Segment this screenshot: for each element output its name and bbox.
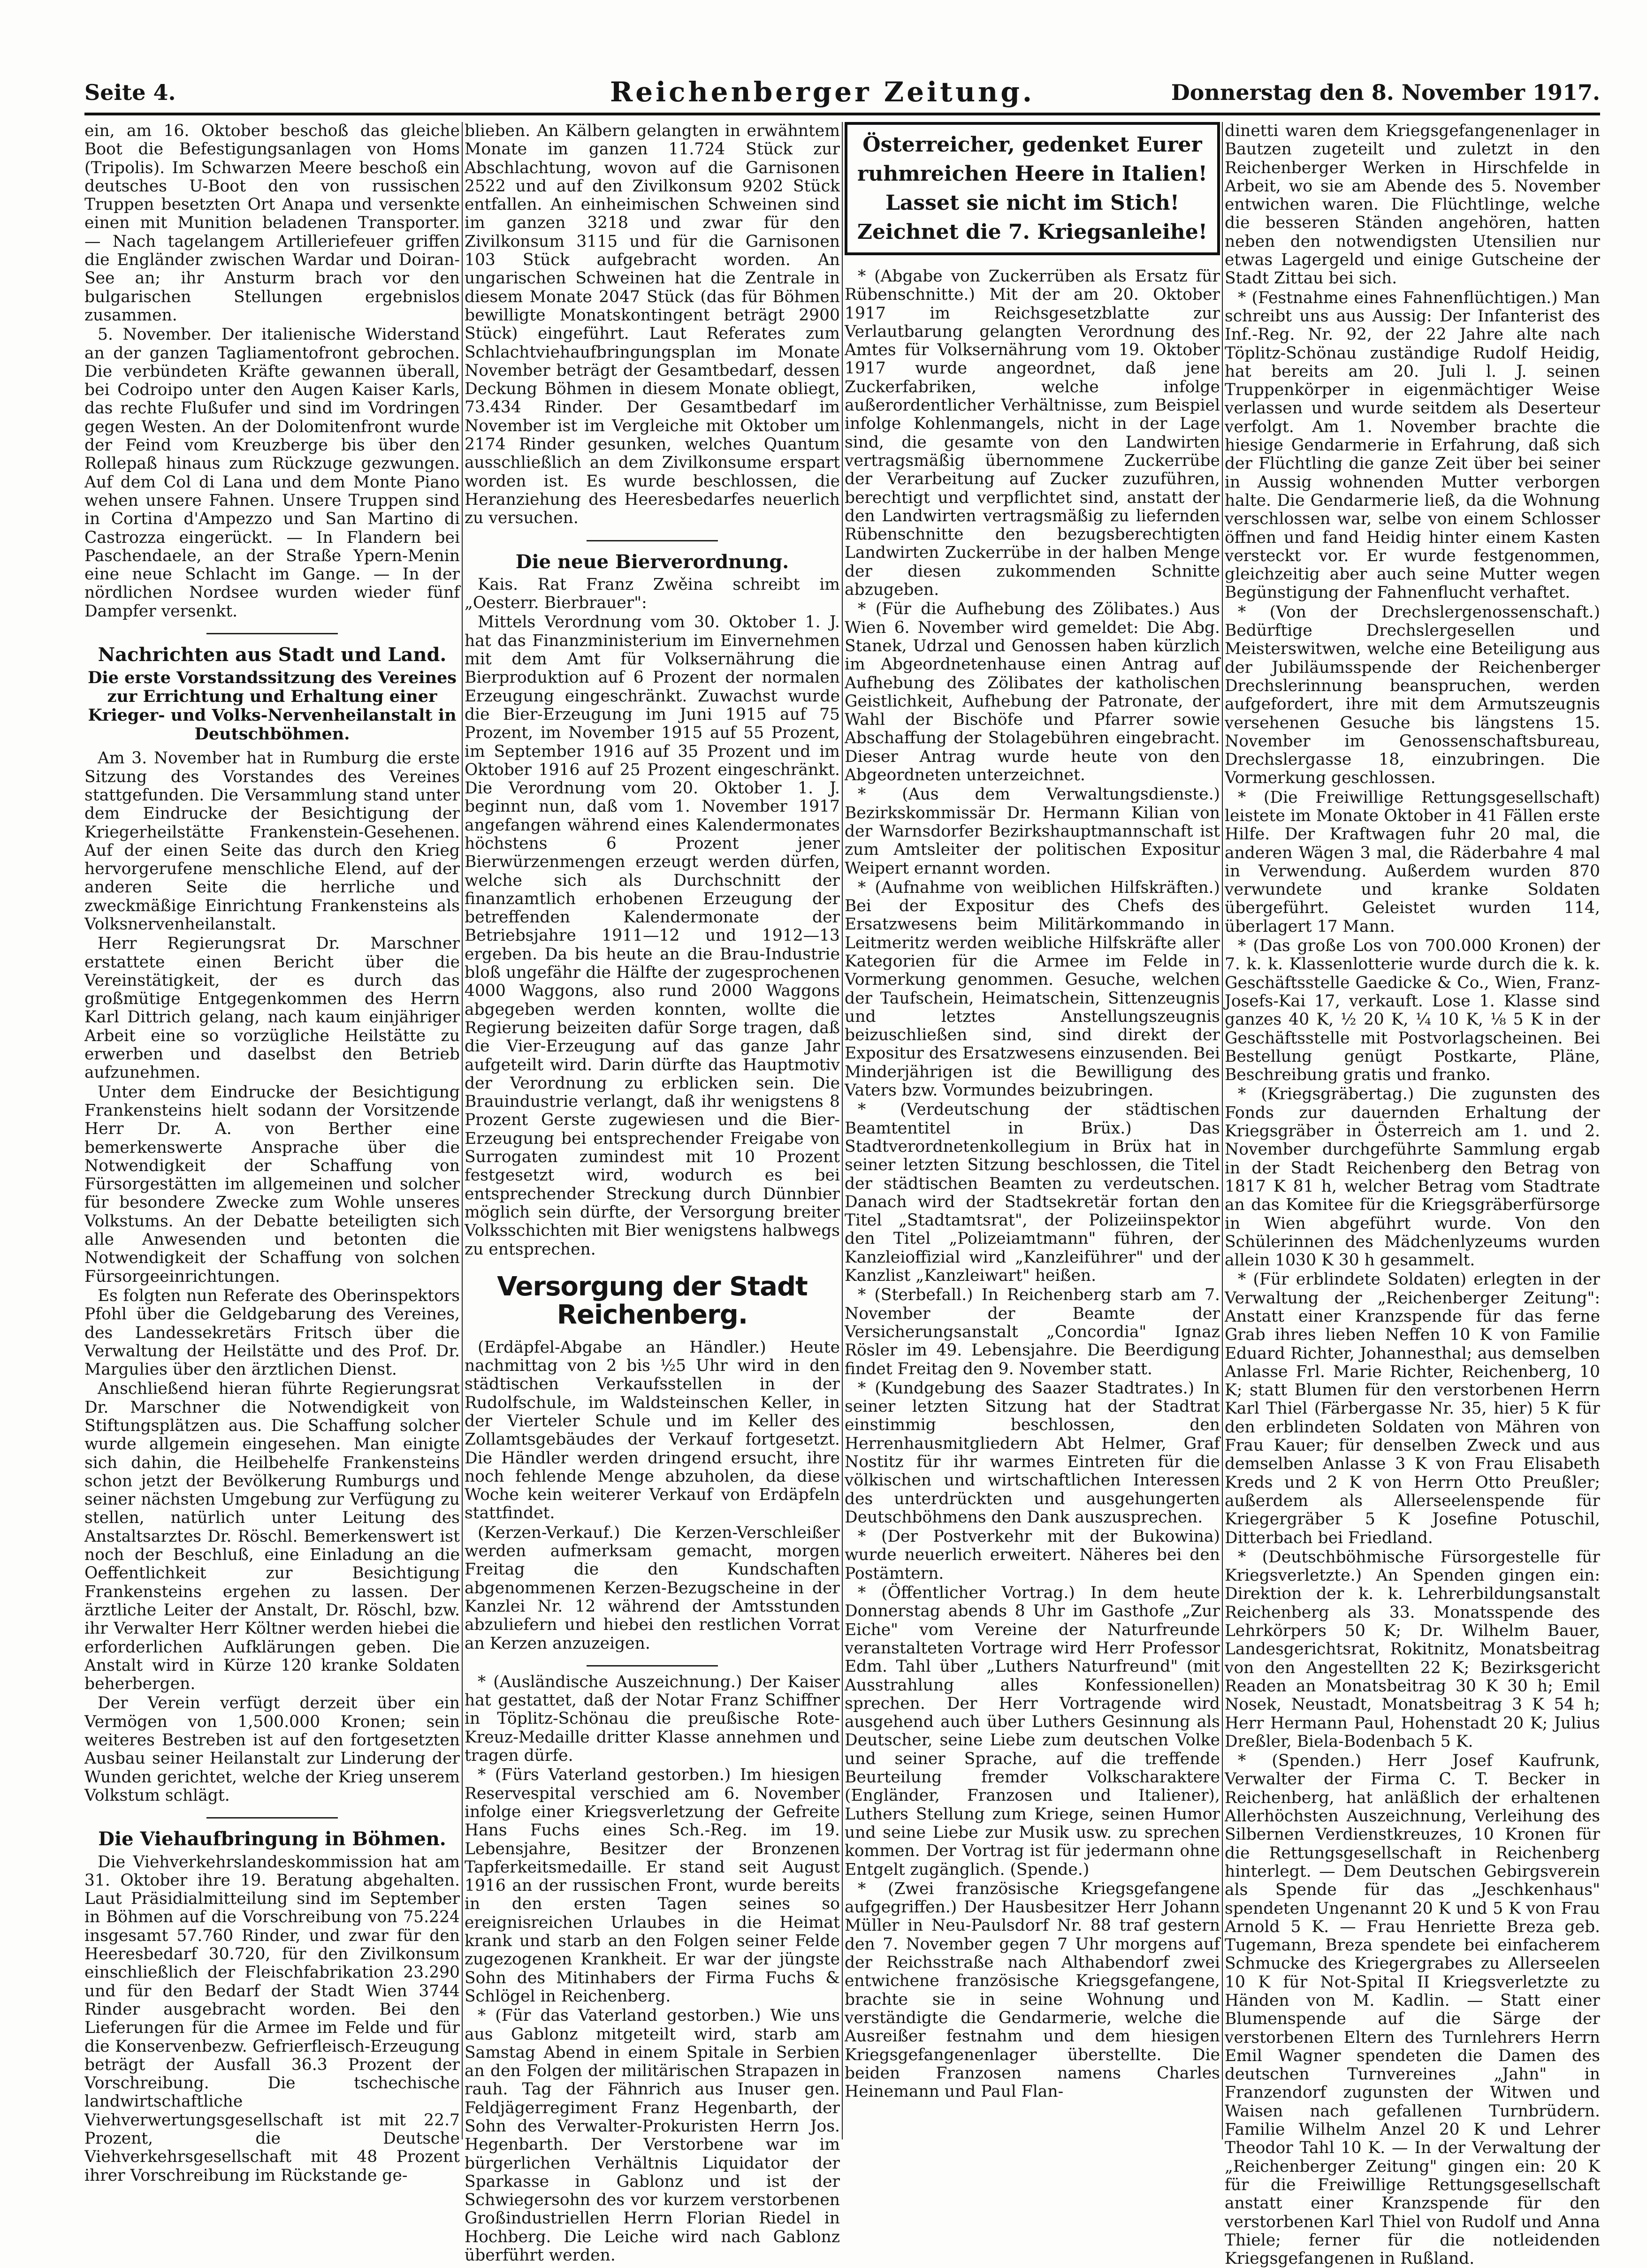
article-paragraph: Anschließend hieran führte Regierungsrat Dr. Marschner die Notwendigkeit von Stiftungsplätzen aus. Die Schaffung solcher wurde allgemein eingesehen. Man einigte sich dahin, die Heilbehelfe Frankensteins schon jetzt der Bevölkerung Rumburgs und seiner nächsten Umgebung zur Verfügung zu stellen, natürlich unter Leitung des Anstaltsarztes Dr. Röschl. Bemerkenswert ist noch der Beschluß, eine Einladung an die Oeffentlichkeit zur Besichtigung Frankensteins ergehen zu lassen. Der ärztliche Leiter der Anstalt, Dr. Röschl, bzw. ihr Verwalter Herr Költner werden hiebei die erforderlichen Aufklärungen geben. Die Anstalt wird in Kürze 120 kranke Soldaten beherbergen. [84,1379,460,1694]
article-paragraph: Am 3. November hat in Rumburg die erste Sitzung des Vorstandes des Vereines stattgefunden. Die Versammlung stand unter dem Eindrucke der Besichtigung der Kriegerheilstätte Frankenstein-Gesehenen. Auf der einen Seite das durch den Krieg hervorgerufene menschliche Elend, auf der anderen Seite die herrliche und zweckmäßige Einrichtung Frankensteins als Volksnervenheilanstalt. [84,749,460,934]
article-heading: Die Viehaufbringung in Böhmen. [98,1828,446,1850]
page-header [84,70,1600,115]
article-paragraph: * (Für die Aufhebung des Zölibates.) Aus Wien 6. November wird gemeldet: Die Abg. Stanek, Udrzal und Genossen haben kürzlich im Abgeordnetenhause einen Antrag auf Aufhebung des Zölibates der katholischen Geistlichkeit, Aufhebung der Patronate, der Wahl der Bischöfe und Pfarrer sowie Abschaffung der Stolagebühren eingebracht. Dieser Antrag wurde heute von den Abgeordneten unterzeichnet. [845,600,1220,785]
article-paragraph: Herr Regierungsrat Dr. Marschner erstattete einen Bericht über die Vereinstätigkeit, der es durch das großmütige Entgegenkommen des Herrn Karl Dittrich gelang, nach kaum einjähriger Arbeit eine so vorzügliche Heilstätte zu erwerben und daselbst den Betrieb aufzunehmen. [84,934,460,1082]
article-paragraph: * (Festnahme eines Fahnenflüchtigen.) Man schreibt uns aus Aussig: Der Infanterist des Inf.-Reg. Nr. 92, der 22 Jahre alte nach Töplitz-Schönau zuständige Rudolf Heidig, hat bereits am 20. Juli l. J. seinen Truppenkörper in eigenmächtiger Weise verlassen und wurde seitdem als Deserteur verfolgt. Am 1. November brachte die hiesige Gendarmerie in Erfahrung, daß sich der Flüchtling die ganze Zeit über bei seiner in Aussig wohnenden Mutter verborgen halte. Die Gendarmerie ließ, da die Wohnung verschlossen war, selbe von einem Schlosser öffnen und fand Heidig hinter einem Kasten versteckt vor. Er wurde festgenommen, gleichzeitig aber auch seine Mutter wegen Begünstigung der Fahnenflucht verhaftet. [1225,288,1600,602]
divider [206,1817,338,1819]
article-paragraph: Die Viehverkehrslandeskommission hat am 31. Oktober ihre 19. Beratung abgehalten. Laut Präsidialmitteilung sind im September in Böhmen auf die Vorschreibung von 75.224 insgesamt 57.760 Rinder, und zwar für den Heeresbedarf 30.720, für den Zivilkonsum einschließlich der Fleischfabrikation 23.290 und für den Bedarf der Stadt Wien 3744 Rinder ausgebracht worden. Bei den Lieferungen für die Armee im Felde und für die Konservenbezw. Gefrierfleisch-Erzeugung beträgt der Ausfall 36.3 Prozent der Vorschreibung. Die tschechische landwirtschaftliche Viehverwertungsgesellschaft ist mit 22.7 Prozent, die Deutsche Viehverkehrsgesellschaft mit 48 Prozent ihrer Vorschreibung im Rückstande ge- [84,1852,460,2185]
column-4 [1225,122,1600,2268]
article-paragraph: Mittels Verordnung vom 30. Oktober 1. J. hat das Finanzministerium im Einvernehmen mit dem Amt für Volksernährung die Bierproduktion auf 6 Prozent der normalen Erzeugung eingeschränkt. Zuwachst wurde die Bier-Erzeugung im Juni 1915 auf 75 Prozent, im November 1915 auf 55 Prozent, im September 1916 auf 35 Prozent und im Oktober 1916 auf 25 Prozent eingeschränkt. Die Verordnung vom 20. Oktober 1. J. beginnt nun, daß vom 1. November 1917 angefangen während eines Kalendermonates höchstens 6 Prozent jener Bierwürzenmengen erzeugt werden dürfen, welche sich als Durchschnitt der finanzamtlich erhobenen Erzeugung der betreffenden Kalendermonate der Betriebsjahre 1911—12 und 1912—13 ergeben. Da bis heute an die Brau-Industrie bloß ungefähr die Hälfte der zugesprochenen 4000 Waggons, also rund 2000 Waggons abgegeben werden konnten, wollte die Regierung beizeiten dafür Sorge tragen, daß die Vier-Erzeugung auf das ganze Jahr aufgeteilt wird. Darin dürfte das Hauptmotiv der Verordnung zu erblicken sein. Die Brauindustrie verlangt, daß ihr wenigstens 8 Prozent Gerste zugewiesen und die Bier-Erzeugung bei entsprechender Freigabe von Surrogaten zumindest mit 10 Prozent festgesetzt wird, wodurch es bei entsprechender Streckung durch Dünnbier möglich sein dürfte, der Versorgung breiter Volksschichten mit Bier wenigstens halbwegs zu entsprechen. [465,613,840,1259]
article-paragraph: Unter dem Eindrucke der Besichtigung Frankensteins hielt sodann der Vorsitzende Herr Dr. A. von Berther eine bemerkenswerte Ansprache über die Notwendigkeit der Schaffung von Fürsorgestätten im allgemeinen und solcher für besondere Zwecke zum Wohle unseres Volkstums. An der Debatte beteiligten sich alle Anwesenden und betonten die Notwendigkeit der Schaffung von solchen Fürsorgeeinrichtungen. [84,1082,460,1286]
article-paragraph: * (Abgabe von Zuckerrüben als Ersatz für Rübenschnitte.) Mit der am 20. Oktober 1917 im Reichsgesetzblatte zur Verlautbarung gelangten Verordnung des Amtes für Volksernährung vom 19. Oktober 1917 wurde angeordnet, daß jene Zuckerfabriken, welche infolge außerordentlicher Verhältnisse, zum Beispiel infolge Kohlenmangels, nicht in der Lage sind, die gesamte von den Landwirten vertragsmäßig übernommene Zuckerrübe der Verarbeitung auf Zucker zuzuführen, berechtigt und verpflichtet sind, anstatt der den Landwirten vertragsmäßig zu liefernden Rübenschnitte den bezugsberechtigten Landwirten Zuckerrübe in der halben Menge der diesen zukommenden Schnitte abzugeben. [845,267,1220,600]
article-paragraph: Kais. Rat Franz Zwěina schreibt im „Oesterr. Bierbrauer": [465,575,840,613]
appeal-line: Österreicher, gedenket Eurer ruhmreichen Heere in Italien! [857,133,1207,186]
article-paragraph: (Kerzen-Verkauf.) Die Kerzen-Verschleißer werden aufmerksam gemacht, morgen Freitag die den Kundschaften abgenommenen Kerzen-Bezugscheine in der Kanzlei Nr. 12 während der Amtsstunden abzuliefern und hiebei den restlichen Vorrat an Kerzen anzuzeigen. [465,1523,840,1653]
article-paragraph: * (Kundgebung des Saazer Stadtrates.) In seiner letzten Sitzung hat der Stadtrat einstimmig beschlossen, den Herrenhausmitgliedern Abt Helmer, Graf Nostitz für ihr warmes Eintreten für die völkischen und wirtschaftlichen Interessen des unterdrückten und ausgehungerten Deutschböhmens den Dank auszusprechen. [845,1378,1220,1527]
article-paragraph: * (Für das Vaterland gestorben.) Wie uns aus Gablonz mitgeteilt wird, starb am Samstag Abend in einem Spitale in Serbien an den Folgen der militärischen Strapazen in rauh. Tag der Fähnrich aus Inuser gen. Feldjägerregiment Franz Hegenbarth, der Sohn des Verwalter-Prokuristen Herrn Jos. Hegenbarth. Der Verstorbene war im bürgerlichen Verhältnis Liquidator der Sparkasse in Gablonz und ist der Schwiegersohn des vor kurzem verstorbenen Großindustriellen Herrn Florian Riedel in Hochberg. Die Leiche wird nach Gablonz überführt werden. [465,2006,840,2265]
article-paragraph: * (Der Postverkehr mit der Bukowina) wurde neuerlich erweitert. Näheres bei den Postämtern. [845,1527,1220,1583]
article-paragraph: * (Aus dem Verwaltungsdienste.) Bezirkskommissär Dr. Hermann Kilian von der Warnsdorfer Bezirkshauptmannschaft ist zum Amtsleiter der politischen Expositur Weipert ernannt worden. [845,785,1220,878]
article-paragraph: * (Spenden.) Herr Josef Kaufrunk, Verwalter der Firma C. T. Becker in Reichenberg, hat anläßlich der erhaltenen Allerhöchsten Auszeichnung, Verleihung des Silbernen Verdienstkreuzes, 10 Kronen für die Rettungsgesellschaft in Reichenberg hinterlegt. — Dem Deutschen Gebirgsverein als Spende für das „Jeschkenhaus" spendeten Ungenannt 20 K und 5 K von Frau Arnold 5 K. — Frau Henriette Breza geb. Tugemann, Breza spendete bei einfacherem Schmucke des Kriegergrabes zu Allerseelen 10 K für Not-Spital II Kriegsverletzte zu Händen von M. Kadlin. — Statt einer Blumenspende auf die Särge der verstorbenen Eltern des Turnlehrers Herrn Emil Wagner spendeten die Damen des deutschen Turnvereines „Jahn" in Franzendorf zugunsten der Witwen und Waisen nach gefallenen Turnbrüdern. Familie Wilhelm Anzel 20 K und Lehrer Theodor Tahl 10 K. — In der Verwaltung der „Reichenberger Zeitung" gingen ein: 20 K für die Freiwillige Rettungsgesellschaft anstatt einer Kranzspende für den verstorbenen Karl Thiel von Rudolf und Anna Thiele; ferner für die notleidenden Kriegsgefangenen in Rußland. [1225,1751,1600,2268]
section-heading: Nachrichten aus Stadt und Land. [98,644,447,666]
article-paragraph: * (Sterbefall.) In Reichenberg starb am 7. November der Beamte der Versicherungsanstalt „Concordia" Ignaz Rösler im 49. Lebensjahre. Die Beerdigung findet Freitag den 9. November statt. [845,1286,1220,1378]
article-paragraph: dinetti waren dem Kriegsgefangenenlager in Bautzen zugeteilt und zuletzt in den Reichenberger Werken in Hirschfelde in Arbeit, wo sie am Abende des 5. November entwichen waren. Die Flüchtlinge, welche die besseren Ständen angehören, hatten neben den notwendigsten Utensilien nur etwas Lagergeld und einige Gutscheine der Stadt Zittau bei sich. [1225,122,1600,288]
article-paragraph: * (Von der Drechslergenossenschaft.) Bedürftige Drechslergesellen und Meisterswitwen, welche eine Beteiligung aus der Jubiläumsspende der Reichenberger Drechslerinnung beanspruchen, werden aufgefordert, ihre mit dem Armutszeugnis versehenen Gesuche bis längstens 15. November im Genossenschaftsbureau, Drechslergasse 18, einzubringen. Die Vormerkung geschlossen. [1225,602,1600,788]
article-paragraph: * (Deutschböhmische Fürsorgestelle für Kriegsverletzte.) An Spenden gingen ein: Direktion der k. k. Lehrerbildungsanstalt Reichenberg als 33. Monatsspende des Lehrkörpers 50 K; Dr. Wilhelm Bauer, Landesgerichtsrat, Rokitnitz, Monatsbeitrag von den Angestellten 22 K; Bezirksgericht Readen an Monatsbeitrag 30 K 30 h; Emil Nosek, Neustadt, Monatsbeitrag 3 K 54 h; Herr Hermann Paul, Hohenstadt 20 K; Julius Dreßler, Biela-Bodenbach 5 K. [1225,1547,1600,1751]
divider [206,633,338,634]
article-paragraph: * (Zwei französische Kriegsgefangene aufgegriffen.) Der Hausbesitzer Herr Johann Müller in Neu-Paulsdorf Nr. 88 traf gestern den 7. November gegen 7 Uhr morgens auf der Reichsstraße nach Althabendorf zwei entwichene französische Kriegsgefangene, brachte sie in seine Wohnung und verständigte die Gendarmerie, welche die Ausreißer festnahm und dem hiesigen Kriegsgefangenenlager überstellte. Die beiden Franzosen namens Charles Heinemann und Paul Flan- [845,1879,1220,2101]
article-paragraph: * (Öffentlicher Vortrag.) In dem heute Donnerstag abends 8 Uhr im Gasthofe „Zur Eiche" vom Vereine der Naturfreunde veranstalteten Vortrage wird Herr Professor Edm. Tahl über „Luthers Naturfreund" (mit Ausstrahlung alles Konfessionellen) sprechen. Der Herr Vortragende wird ausgehend auch über Luthers Gesinnung als Deutscher, seine Liebe zum deutschen Volke und seiner Sprache, auf die treffende Beurteilung fremder Volkscharaktere (Engländer, Franzosen und Italiener), Luthers Stellung zum Kriege, seinen Humor und seine Liebe zur Musik usw. zu sprechen kommen. Der Vortrag ist für jedermann ohne Entgelt zugänglich. (Spende.) [845,1583,1220,1879]
newspaper-title: Reichenberger Zeitung. [610,76,1035,108]
divider [587,540,718,541]
article-paragraph: Der Verein verfügt derzeit über ein Vermögen von 1,500.000 Kronen; sein weiteres Bestreben ist auf den fortgesetzten Ausbau seiner Heilanstalt zur Linderung der Wunden gerichtet, welche der Krieg unserem Volkstum schlägt. [84,1694,460,1805]
appeal-line: Zeichnet die 7. Kriegsanleihe! [857,220,1208,244]
article-paragraph: (Erdäpfel-Abgabe an Händler.) Heute nachmittag von 2 bis ½5 Uhr wird in den städtischen Verkaufsstellen in der Rudolfschule, im Waldsteinschen Keller, in der Vierteler Schule und im Keller des Zollamtsgebäudes der Verkauf fortgesetzt. Die Händler werden dringend ersucht, ihre noch fehlende Menge abzuholen, da diese Woche kein weiterer Verkauf von Erdäpfeln stattfindet. [465,1338,840,1523]
section-heading: Versorgung der Stadt Reichenberg. [497,1271,808,1330]
column-1 [84,122,460,2185]
article-paragraph: * (Fürs Vaterland gestorben.) Im hiesigen Reservespital verschied am 6. November infolge einer Kriegsverletzung der Gefreite Hans Fuchs eines Sch.-Reg. im 19. Lebensjahre, Besitzer der Bronzenen Tapferkeitsmedaille. Er stand seit August 1916 an der russischen Front, wurde bereits in den ersten Tagen seines so ereignisreichen Urlaubes in die Heimat krank und starb an den Folgen seiner Felde zugezogenen Krankheit. Er war der jüngste Sohn des Mitinhabers der Firma Fuchs & Schlögel in Reichenberg. [465,1766,840,2006]
article-paragraph: * (Ausländische Auszeichnung.) Der Kaiser hat gestattet, daß der Notar Franz Schiffner in Töplitz-Schönau die preußische Rote-Kreuz-Medaille dritter Klasse annehmen und tragen dürfe. [465,1672,840,1766]
page-number: Seite 4. [84,80,176,105]
war-loan-appeal-box [845,122,1220,255]
column-3 [845,122,1220,2139]
issue-date: Donnerstag den 8. November 1917. [1171,80,1600,105]
article-paragraph: blieben. An Kälbern gelangten in erwähntem Monate im ganzen 11.724 Stück zur Abschlachtung, wovon auf die Garnisonen 2522 und auf den Zivilkonsum 9202 Stück entfallen. An einheimischen Schweinen sind im ganzen 3218 und zwar für den Zivilkonsum 3115 und für die Garnisonen 103 Stück aufgebracht worden. An ungarischen Schweinen hat die Zentrale in diesem Monate 2047 Stück (das für Böhmen bewilligte Monatskontingent beträgt 2900 Stück) eingeführt. Laut Referates zum Schlachtviehaufbringungsplan im Monate November beträgt der Gesamtbedarf, dessen Deckung Böhmen in diesem Monate obliegt, 73.434 Rinder. Der Gesamtbedarf im November ist im Vergleiche mit Oktober um 2174 Rinder gesunken, welches Quantum ausschließlich an dem Zivilkonsume erspart worden ist. Es wurde beschlossen, die Heranziehung des Heeresbedarfes neuerlich zu versuchen. [465,122,840,528]
article-paragraph: ein, am 16. Oktober beschoß das gleiche Boot die Befestigungsanlagen von Homs (Tripolis). Im Schwarzen Meere beschoß ein deutsches U-Boot den von russischen Truppen besetzten Ort Anapa und versenkte einen mit Munition beladenen Transporter. — Nach tagelangem Artilleriefeuer griffen die Engländer zwischen Wardar und Doiran-See an; ihr Ansturm brach vor den bulgarischen Stellungen ergebnislos zusammen. [84,122,460,325]
divider [587,1665,718,1667]
article-paragraph: * (Aufnahme von weiblichen Hilfskräften.) Bei der Expositur des Chefs des Ersatzwesens beim Militärkommando in Leitmeritz werden weibliche Hilfskräfte aller Kategorien für die Armee im Felde in Vormerkung genommen. Gesuche, welchen der Taufschein, Heimatschein, Sittenzeugnis und letztes Anstellungszeugnis beizuschließen sind, sind direkt der Expositur des Ersatzwesens einzusenden. Bei Minderjährigen ist die Bewilligung des Vaters bzw. Vormundes beizubringen. [845,878,1220,1100]
column-2 [465,122,840,2265]
article-paragraph: * (Kriegsgräbertag.) Die zugunsten des Fonds zur dauernden Erhaltung der Kriegsgräber in Österreich am 1. und 2. November durchgeführte Sammlung ergab in der Stadt Reichenberg den Betrag von 1817 K 81 h, welcher Betrag vom Stadtrate an das Komitee für die Kriegsgräberfürsorge in Wien abgeführt wurde. Von den Schülerinnen des Mädchenlyzeums wurden allein 1030 K 30 h gesammelt. [1225,1085,1600,1270]
article-heading: Die neue Bierverordnung. [515,550,789,573]
article-paragraph: * (Für erblindete Soldaten) erlegten in der Verwaltung der „Reichenberger Zeitung": Anstatt einer Kranzspende für das ferne Grab ihres lieben Neffen 10 K von Familie Eduard Richter, Johannesthal; aus demselben Anlasse Frl. Marie Richter, Reichenberg, 10 K; statt Blumen für den verstorbenen Herrn Karl Thiel (Färbergasse Nr. 35, hier) 5 K für den erblindeten Soldaten von Mähren von Frau Kauer; für denselben Zweck und aus demselben Anlasse 3 K von Frau Elisabeth Kreds und 2 K von Herrn Otto Preußler; außerdem als Allerseelenspende für Kriegergräber 5 K Josefine Potuschil, Ditterbach bei Friedland. [1225,1270,1600,1547]
article-paragraph: Es folgten nun Referate des Oberinspektors Pfohl über die Geldgebarung des Vereines, des Landessekretärs Fritsch über die Verwaltung der Heilstätte und des Prof. Dr. Margulies über den ärztlichen Dienst. [84,1286,460,1379]
columns [84,122,1600,2268]
article-paragraph: 5. November. Der italienische Widerstand an der ganzen Tagliamentofront gebrochen. Die verbündeten Kräfte gewannen überall, bei Codroipo unter den Augen Kaiser Karls, das rechte Flußufer und sind im Vordringen gegen Westen. An der Dolomitenfront wurde der Feind vom Kreuzberge bis über den Rollepaß hinaus zum Rückzuge gezwungen. Auf dem Col di Lana und dem Monte Piano wehen unsere Fahnen. Unsere Truppen sind in Cortina d'Ampezzo und San Martino di Castrozza eingerückt. — In Flandern bei Paschendaele, an der Straße Ypern-Menin eine neue Schlacht im Gange. — In der nördlichen Nordsee wurden wieder fünf Dampfer versenkt. [84,325,460,621]
article-heading: Die erste Vorstandssitzung des Vereines zur Errichtung und Erhaltung einer Krieger- und Volks-Nervenheilanstalt in Deutschböhmen. [88,668,457,744]
article-paragraph: * (Verdeutschung der städtischen Beamtentitel in Brüx.) Das Stadtverordnetenkollegium in Brüx hat in seiner letzten Sitzung beschlossen, die Titel der städtischen Beamten zu verdeutschen. Danach wird der Stadtsekretär fortan den Titel „Stadtamtsrat", der Polizeiinspektor den Titel „Polizeiamtmann" führen, der Kanzleioffizial wird „Kanzleiführer" und der Kanzlist „Kanzleiwart" heißen. [845,1100,1220,1286]
appeal-line: Lasset sie nicht im Stich! [885,191,1180,215]
newspaper-page [84,70,1600,2268]
article-paragraph: * (Die Freiwillige Rettungsgesellschaft) leistete im Monate Oktober in 41 Fällen erste Hilfe. Der Kraftwagen fuhr 20 mal, die anderen Wägen 3 mal, die Räderbahre 4 mal in Verwendung. Außerdem wurden 870 verwundete und kranke Soldaten übergeführt. Geleistet wurden 114, überlagert 17 Mann. [1225,788,1600,936]
article-paragraph: * (Das große Los von 700.000 Kronen) der 7. k. k. Klassenlotterie wurde durch die k. k. Geschäftsstelle Gaedicke & Co., Wien, Franz-Josefs-Kai 17, verkauft. Lose 1. Klasse sind ganzes 40 K, ½ 20 K, ¼ 10 K, ⅛ 5 K in der Geschäftsstelle mit Postvorlagscheinen. Bei Bestellung genügt Postkarte, Pläne, Beschreibung gratis und franko. [1225,936,1600,1085]
